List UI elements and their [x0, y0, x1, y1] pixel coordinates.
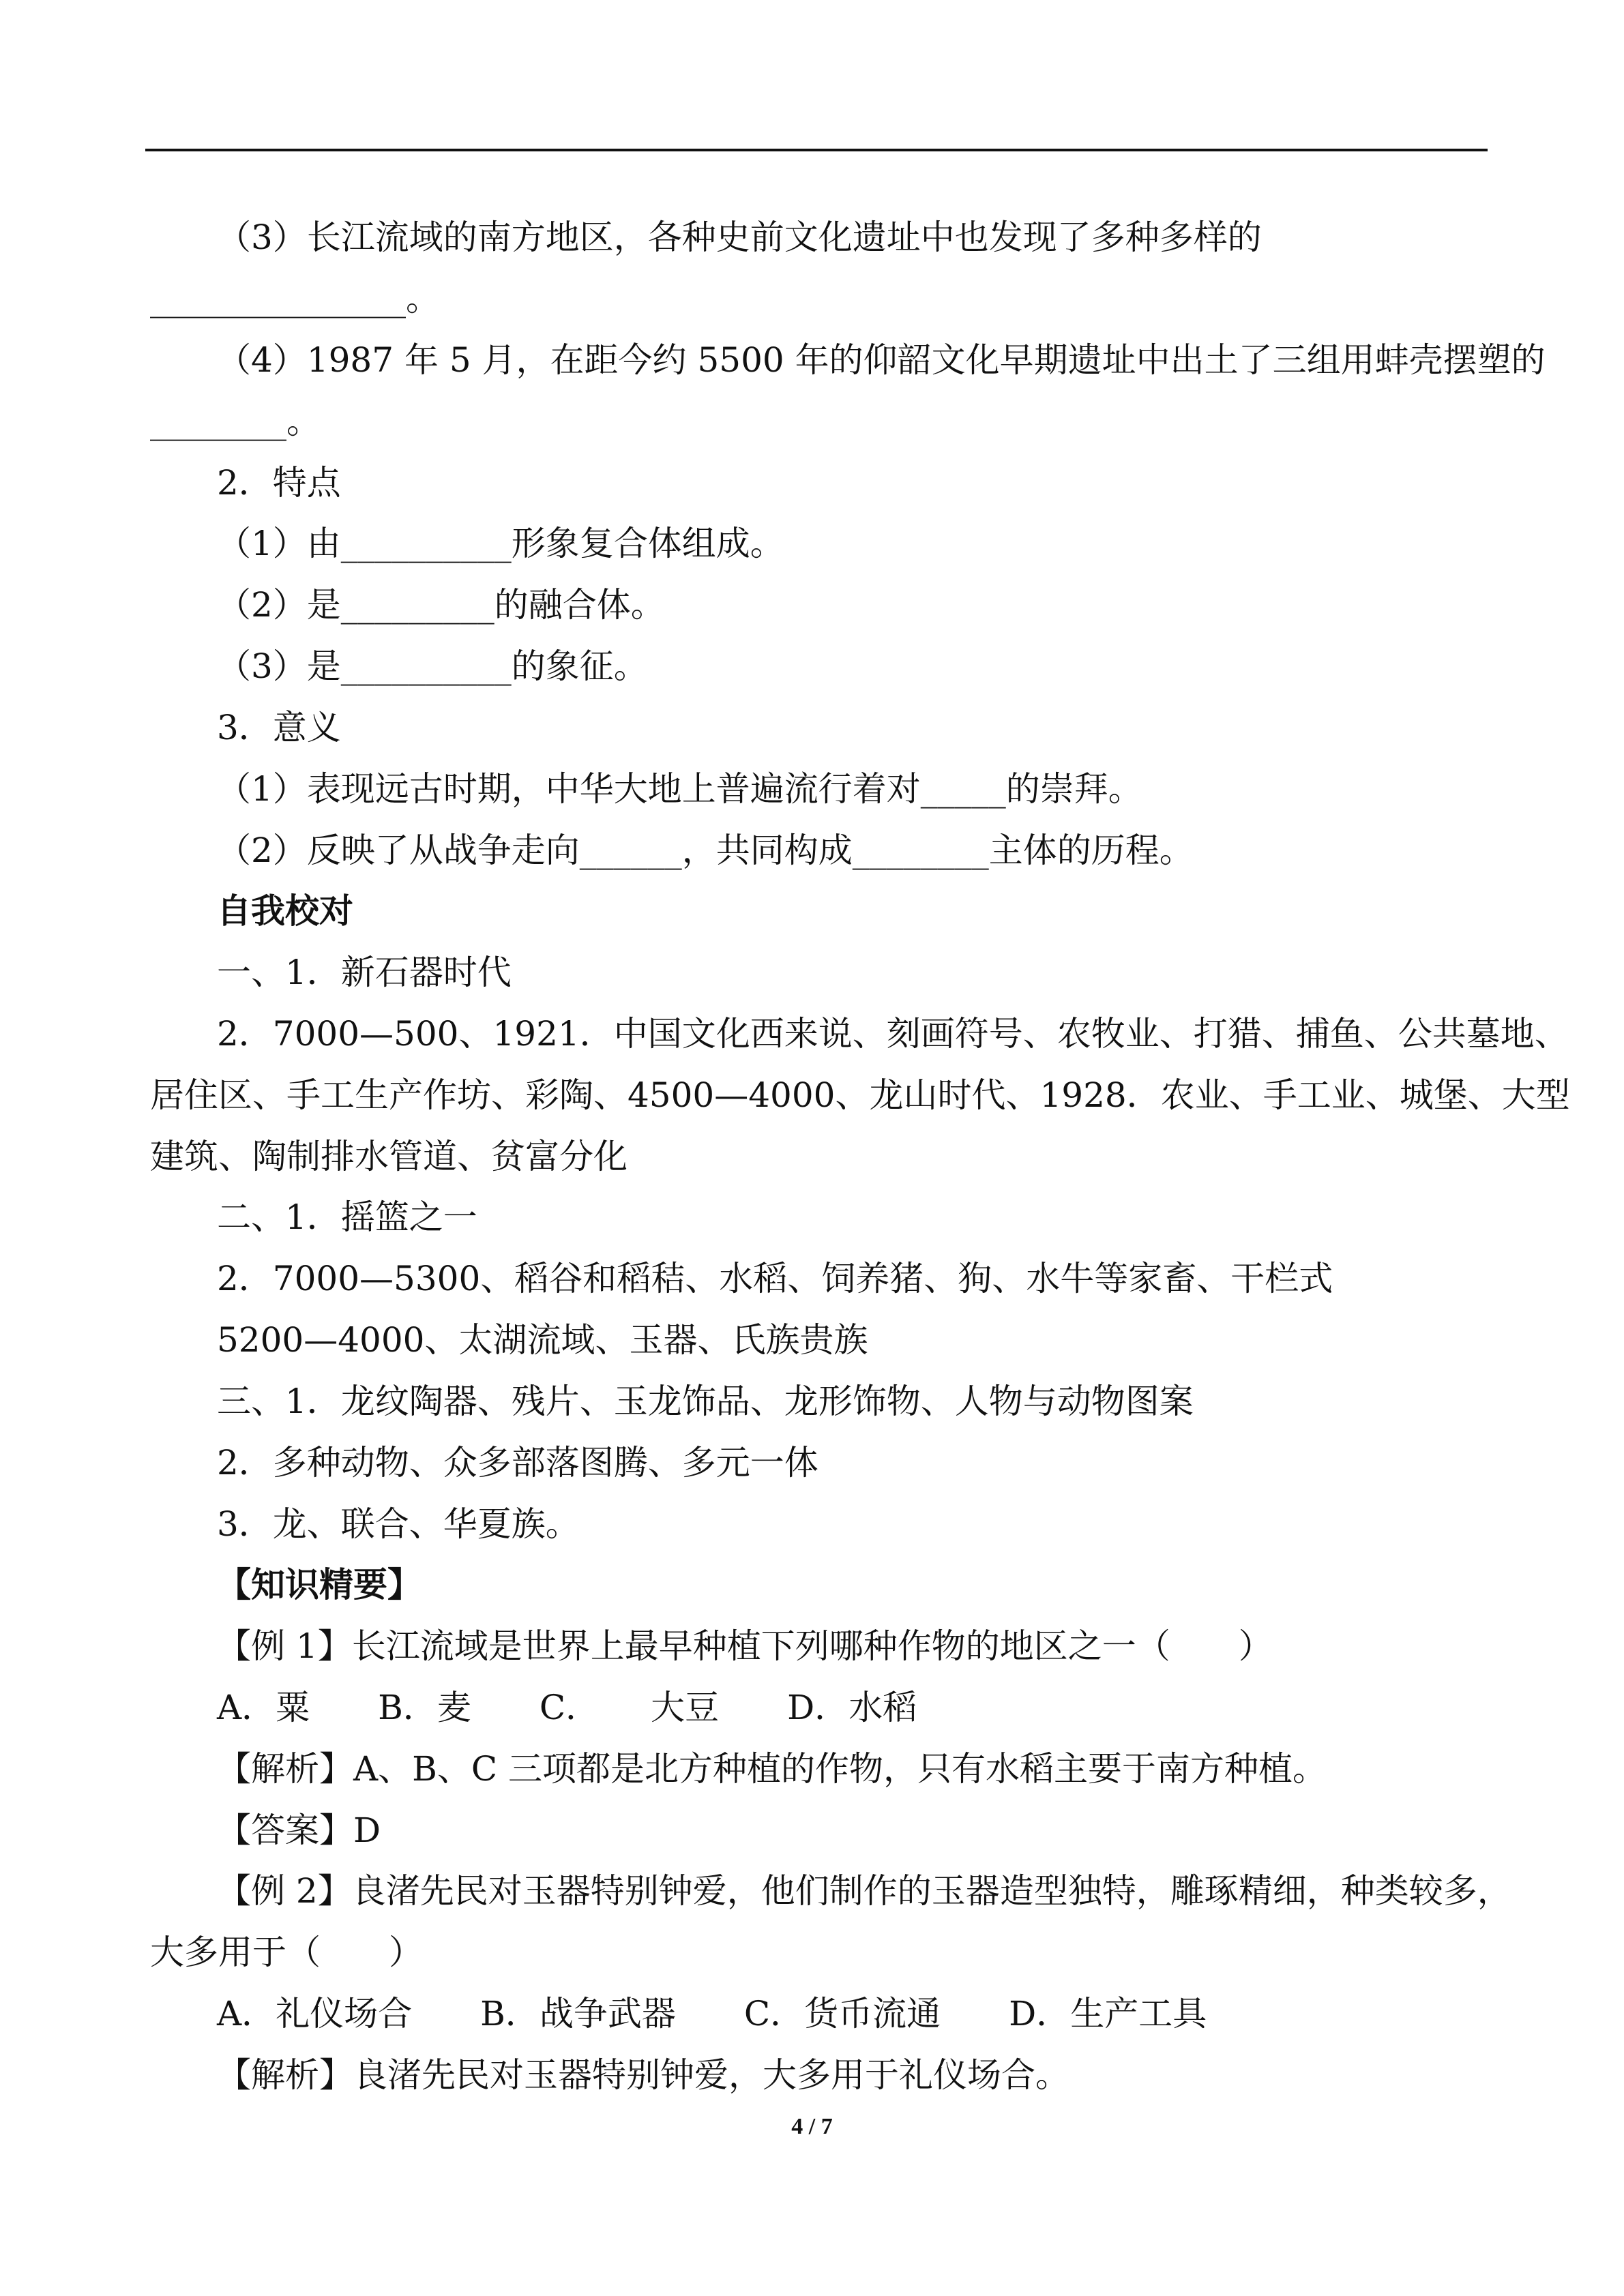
text-line: （2）反映了从战争走向______，共同构成________主体的历程。 [217, 831, 1194, 870]
text-line: 3．意义 [217, 708, 341, 747]
text-line: （4）1987 年 5 月，在距今约 5500 年的仰韶文化早期遗址中出土了三组用蚌壳摆塑的 [217, 340, 1546, 380]
text-line: 【解析】A、B、C 三项都是北方种植的作物，只有水稻主要于南方种植。 [217, 1749, 1327, 1789]
text-line: 【例 2】良渚先民对玉器特别钟爱，他们制作的玉器造型独特，雕琢精细，种类较多， [217, 1871, 1511, 1911]
text-line: 【例 1】长江流域是世界上最早种植下列哪种作物的地区之一（ ） [217, 1626, 1273, 1666]
text-line: 【解析】良渚先民对玉器特别钟爱，大多用于礼仪场合。 [217, 2055, 1069, 2095]
section-heading: 自我校对 [217, 891, 353, 931]
text-line: _______________。 [150, 279, 440, 318]
text-line: ________。 [150, 402, 321, 441]
text-line: 二、1．摇篮之一 [217, 1197, 477, 1237]
text-line: A．礼仪场合 B．战争武器 C．货币流通 D．生产工具 [217, 1994, 1207, 2033]
text-line: 建筑、陶制排水管道、贫富分化 [150, 1137, 628, 1176]
text-line: 5200—4000、太湖流域、玉器、氏族贵族 [217, 1320, 868, 1360]
text-line: 2．多种动物、众多部落图腾、多元一体 [217, 1443, 818, 1482]
text-line: （1）表现远古时期，中华大地上普遍流行着对_____的崇拜。 [217, 769, 1142, 809]
text-line: 三、1．龙纹陶器、残片、玉龙饰品、龙形饰物、人物与动物图案 [217, 1382, 1194, 1421]
section-heading: 【知识精要】 [217, 1564, 422, 1605]
text-line: 一、1．新石器时代 [217, 953, 512, 992]
text-line: 【答案】D [217, 1810, 381, 1850]
text-line: 2．特点 [217, 463, 341, 503]
text-line: （1）由__________形象复合体组成。 [217, 524, 784, 563]
header-rule [145, 149, 1488, 151]
text-line: （2）是_________的融合体。 [217, 585, 665, 625]
text-line: 居住区、手工生产作坊、彩陶、4500—4000、龙山时代、1928．农业、手工业、城堡、大型 [150, 1075, 1570, 1115]
text-line: （3）长江流域的南方地区，各种史前文化遗址中也发现了多种多样的 [217, 218, 1262, 257]
text-line: 2．7000—5300、稻谷和稻秸、水稻、饲养猪、狗、水牛等家畜、干栏式 [217, 1259, 1333, 1298]
text-line: 大多用于（ ） [150, 1933, 423, 1972]
page-number: 4 / 7 [791, 2114, 833, 2139]
text-line: A．粟 B．麦 C． 大豆 D．水稻 [217, 1688, 917, 1727]
text-line: （3）是__________的象征。 [217, 646, 648, 686]
text-line: 2．7000—500、1921．中国文化西来说、刻画符号、农牧业、打猎、捕鱼、公共墓地、 [217, 1014, 1569, 1054]
text-line: 3．龙、联合、华夏族。 [217, 1504, 580, 1544]
